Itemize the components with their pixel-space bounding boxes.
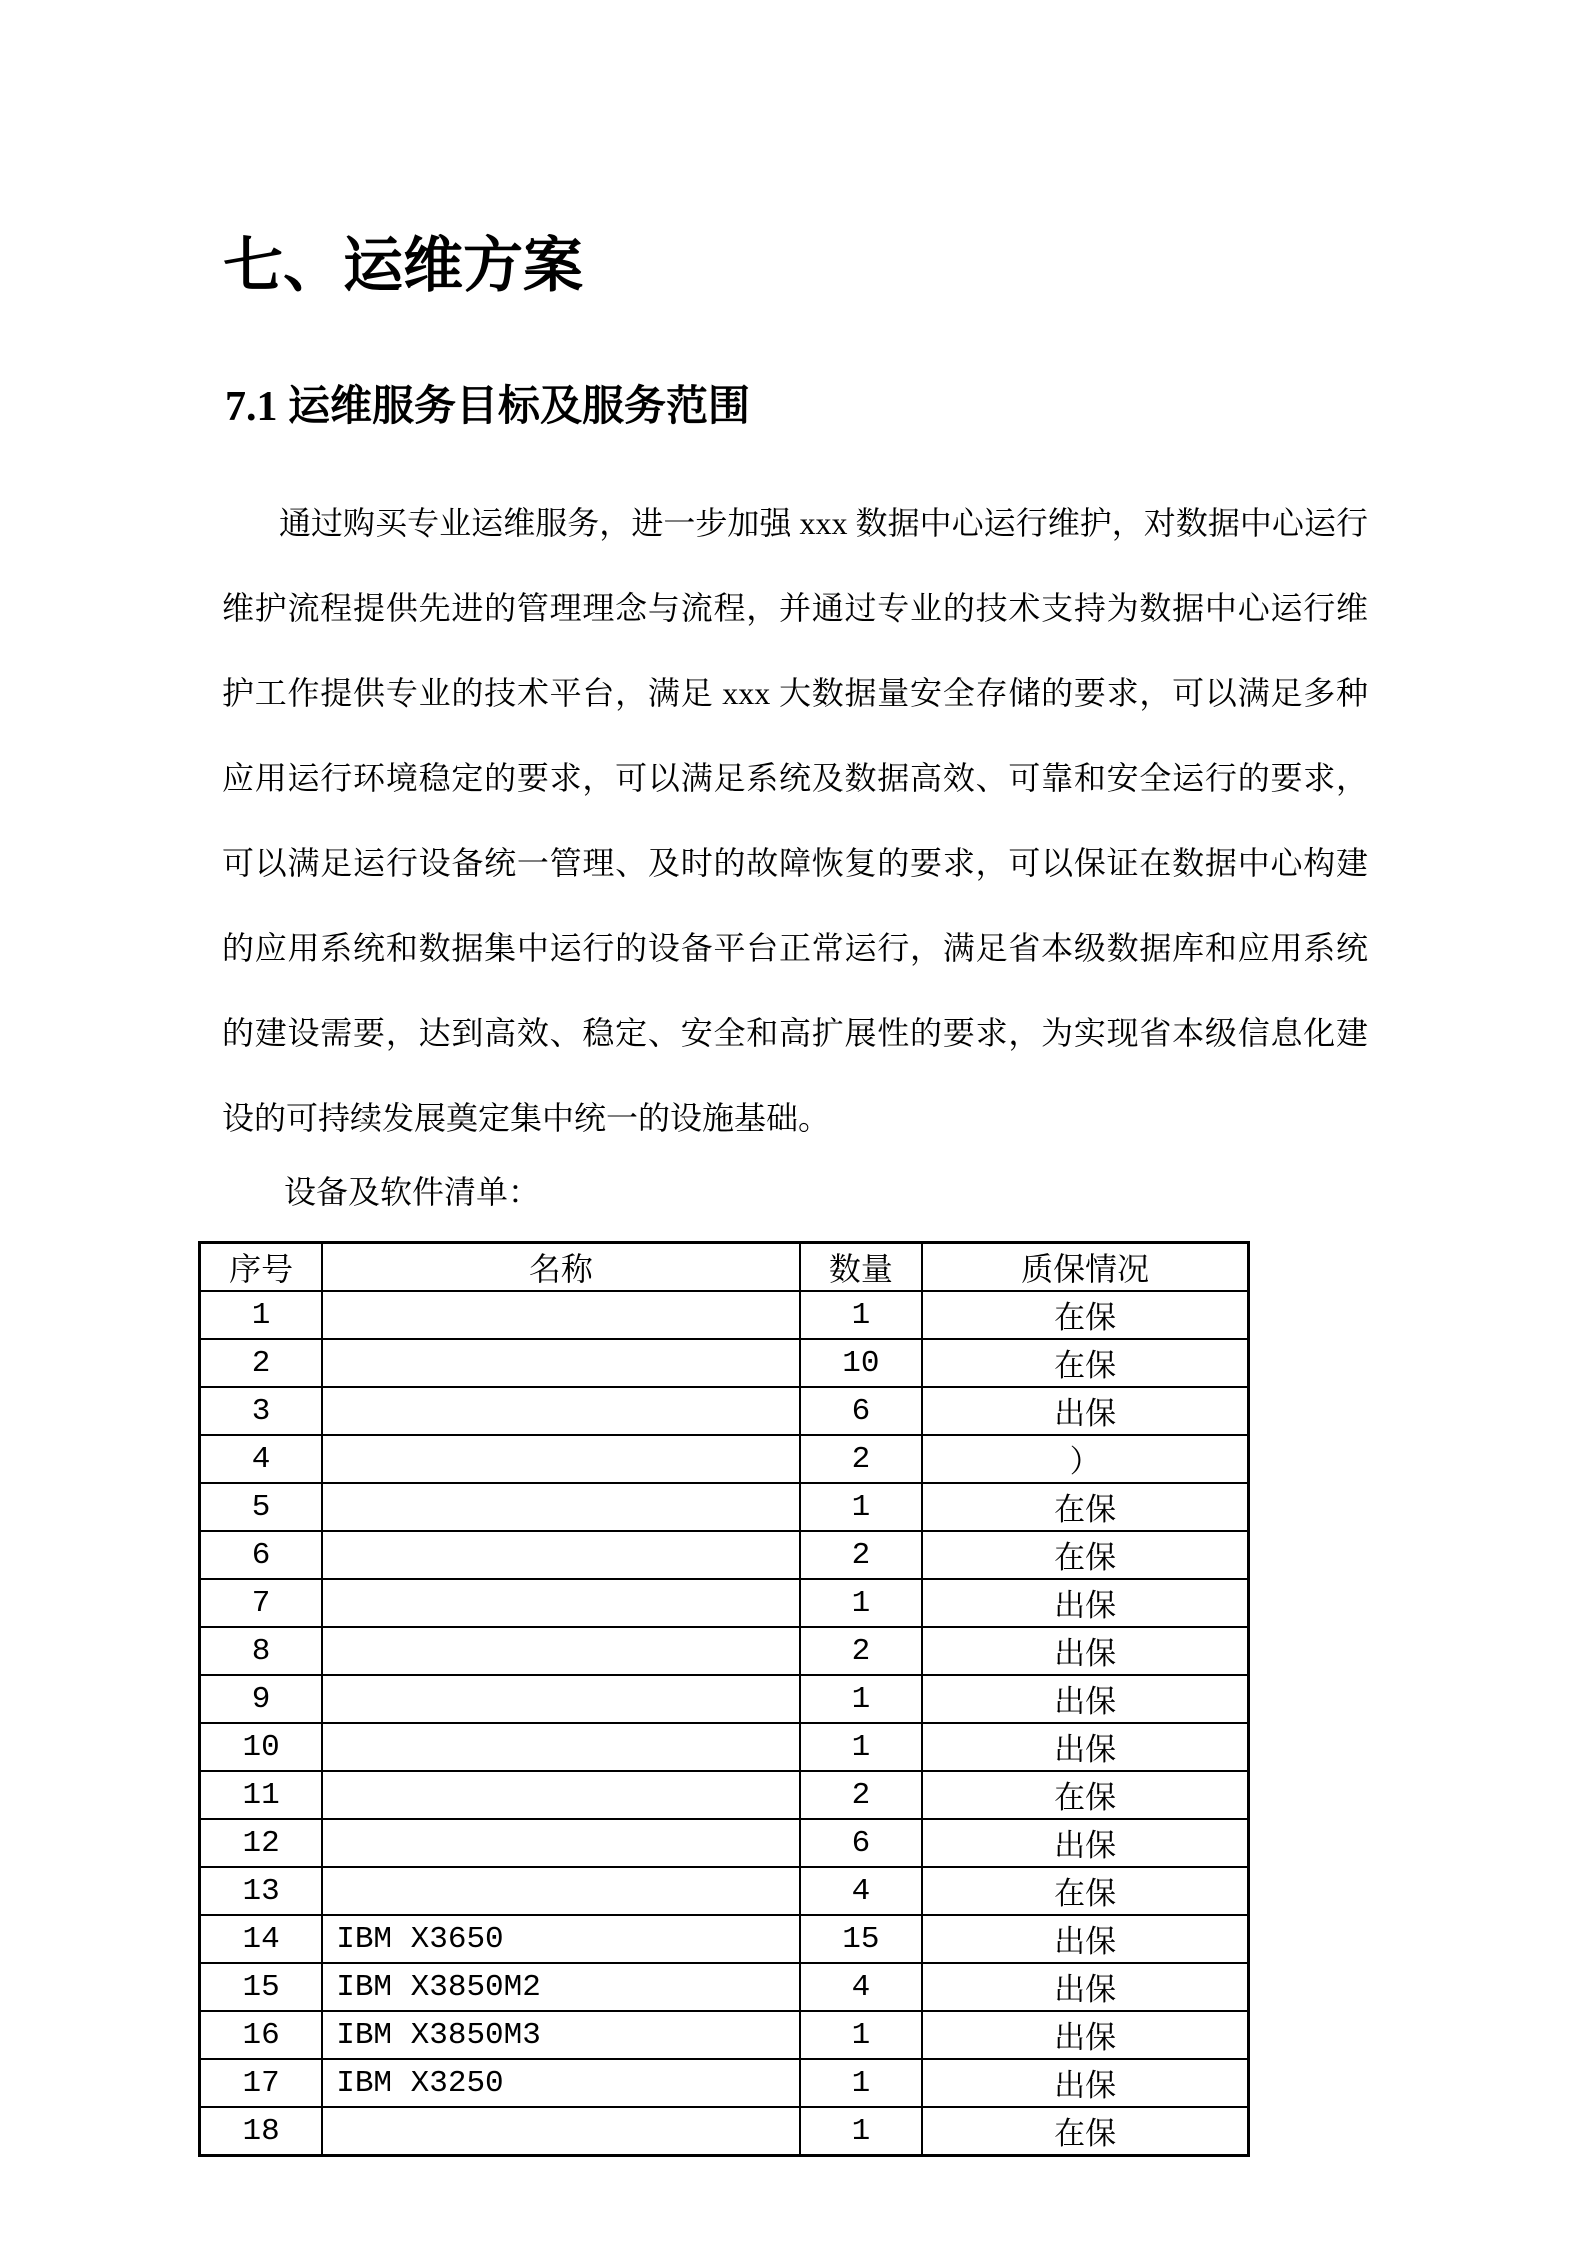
warranty-cell: 在保 bbox=[922, 2107, 1248, 2156]
table-row bbox=[200, 1675, 1249, 1723]
index-cell: 2 bbox=[200, 1339, 323, 1387]
index-cell: 4 bbox=[200, 1435, 323, 1483]
index-cell: 10 bbox=[200, 1723, 323, 1771]
warranty-cell: 在保 bbox=[922, 1531, 1248, 1579]
name-cell bbox=[322, 1867, 799, 1915]
paragraph-line: 设的可持续发展奠定集中统一的设施基础。 bbox=[222, 1100, 831, 1136]
qty-cell: 1 bbox=[800, 2011, 923, 2059]
paragraph-line: 维护流程提供先进的管理理念与流程，并通过专业的技术支持为数据中心运行维 bbox=[222, 590, 1368, 626]
qty-cell: 2 bbox=[800, 1435, 923, 1483]
table-row bbox=[200, 1771, 1249, 1819]
paragraph-line: 可以满足运行设备统一管理、及时的故障恢复的要求，可以保证在数据中心构建 bbox=[222, 845, 1368, 881]
name-cell bbox=[322, 1819, 799, 1867]
name-cell bbox=[322, 1579, 799, 1627]
table-header-cell: 序号 bbox=[200, 1243, 323, 1292]
qty-cell: 2 bbox=[800, 1771, 923, 1819]
table-row bbox=[200, 1723, 1249, 1771]
table-row bbox=[200, 1819, 1249, 1867]
qty-cell: 1 bbox=[800, 2059, 923, 2107]
warranty-cell: 在保 bbox=[922, 1339, 1248, 1387]
table-row bbox=[200, 1339, 1249, 1387]
index-cell: 13 bbox=[200, 1867, 323, 1915]
table-body bbox=[200, 1291, 1249, 2156]
warranty-cell: 出保 bbox=[922, 2011, 1248, 2059]
table-row bbox=[200, 1915, 1249, 1963]
warranty-cell: 出保 bbox=[922, 1579, 1248, 1627]
table-row bbox=[200, 1627, 1249, 1675]
name-cell bbox=[322, 1723, 799, 1771]
index-cell: 8 bbox=[200, 1627, 323, 1675]
index-cell: 7 bbox=[200, 1579, 323, 1627]
paragraph-line: 应用运行环境稳定的要求，可以满足系统及数据高效、可靠和安全运行的要求， bbox=[222, 760, 1368, 796]
name-cell: IBM X3850M3 bbox=[322, 2011, 799, 2059]
qty-cell: 2 bbox=[800, 1627, 923, 1675]
name-cell bbox=[322, 1531, 799, 1579]
name-cell bbox=[322, 1675, 799, 1723]
body-paragraph bbox=[222, 481, 1368, 1161]
device-list-label: 设备及软件清单： bbox=[284, 1174, 541, 1210]
index-cell: 1 bbox=[200, 1291, 323, 1339]
section-heading: 7.1 运维服务目标及服务范围 bbox=[225, 384, 751, 430]
table-row bbox=[200, 1867, 1249, 1915]
warranty-cell: 出保 bbox=[922, 1819, 1248, 1867]
index-cell: 18 bbox=[200, 2107, 323, 2156]
index-cell: 11 bbox=[200, 1771, 323, 1819]
qty-cell: 1 bbox=[800, 1483, 923, 1531]
name-cell bbox=[322, 1339, 799, 1387]
warranty-cell: ） bbox=[922, 1435, 1248, 1483]
table-row bbox=[200, 2059, 1249, 2107]
warranty-cell: 在保 bbox=[922, 1867, 1248, 1915]
qty-cell: 6 bbox=[800, 1387, 923, 1435]
warranty-cell: 出保 bbox=[922, 1915, 1248, 1963]
table-row bbox=[200, 1387, 1249, 1435]
table-row bbox=[200, 1531, 1249, 1579]
name-cell bbox=[322, 1291, 799, 1339]
paragraph-line: 的应用系统和数据集中运行的设备平台正常运行，满足省本级数据库和应用系统 bbox=[222, 930, 1368, 966]
table-row bbox=[200, 1483, 1249, 1531]
warranty-cell: 出保 bbox=[922, 1627, 1248, 1675]
qty-cell: 15 bbox=[800, 1915, 923, 1963]
warranty-cell: 出保 bbox=[922, 1387, 1248, 1435]
qty-cell: 2 bbox=[800, 1531, 923, 1579]
table-row bbox=[200, 1963, 1249, 2011]
table-row bbox=[200, 2107, 1249, 2156]
paragraph-line: 的建设需要，达到高效、稳定、安全和高扩展性的要求，为实现省本级信息化建 bbox=[222, 1015, 1368, 1051]
device-table bbox=[198, 1241, 1250, 2157]
warranty-cell: 在保 bbox=[922, 1771, 1248, 1819]
qty-cell: 1 bbox=[800, 2107, 923, 2156]
table-row bbox=[200, 1291, 1249, 1339]
name-cell bbox=[322, 1387, 799, 1435]
name-cell bbox=[322, 1771, 799, 1819]
warranty-cell: 出保 bbox=[922, 2059, 1248, 2107]
table-header-cell: 名称 bbox=[322, 1243, 799, 1292]
index-cell: 12 bbox=[200, 1819, 323, 1867]
table-header-cell: 质保情况 bbox=[922, 1243, 1248, 1292]
name-cell: IBM X3650 bbox=[322, 1915, 799, 1963]
paragraph-line: 护工作提供专业的技术平台，满足 xxx 大数据量安全存储的要求，可以满足多种 bbox=[222, 675, 1368, 711]
warranty-cell: 在保 bbox=[922, 1291, 1248, 1339]
qty-cell: 6 bbox=[800, 1819, 923, 1867]
warranty-cell: 出保 bbox=[922, 1723, 1248, 1771]
table-row bbox=[200, 1435, 1249, 1483]
qty-cell: 1 bbox=[800, 1291, 923, 1339]
index-cell: 15 bbox=[200, 1963, 323, 2011]
warranty-cell: 出保 bbox=[922, 1963, 1248, 2011]
index-cell: 6 bbox=[200, 1531, 323, 1579]
index-cell: 9 bbox=[200, 1675, 323, 1723]
document-title: 七、运维方案 bbox=[223, 233, 583, 299]
qty-cell: 4 bbox=[800, 1963, 923, 2011]
table-row bbox=[200, 1579, 1249, 1627]
warranty-cell: 出保 bbox=[922, 1675, 1248, 1723]
table-header-row bbox=[200, 1243, 1249, 1292]
name-cell bbox=[322, 1435, 799, 1483]
index-cell: 5 bbox=[200, 1483, 323, 1531]
qty-cell: 1 bbox=[800, 1675, 923, 1723]
name-cell bbox=[322, 2107, 799, 2156]
qty-cell: 1 bbox=[800, 1723, 923, 1771]
qty-cell: 1 bbox=[800, 1579, 923, 1627]
table-header-cell: 数量 bbox=[800, 1243, 923, 1292]
name-cell bbox=[322, 1483, 799, 1531]
index-cell: 17 bbox=[200, 2059, 323, 2107]
paragraph-line: 通过购买专业运维服务，进一步加强 xxx 数据中心运行维护，对数据中心运行 bbox=[279, 505, 1368, 541]
qty-cell: 4 bbox=[800, 1867, 923, 1915]
index-cell: 3 bbox=[200, 1387, 323, 1435]
table-row bbox=[200, 2011, 1249, 2059]
index-cell: 16 bbox=[200, 2011, 323, 2059]
name-cell: IBM X3850M2 bbox=[322, 1963, 799, 2011]
warranty-cell: 在保 bbox=[922, 1483, 1248, 1531]
index-cell: 14 bbox=[200, 1915, 323, 1963]
name-cell: IBM X3250 bbox=[322, 2059, 799, 2107]
qty-cell: 10 bbox=[800, 1339, 923, 1387]
name-cell bbox=[322, 1627, 799, 1675]
